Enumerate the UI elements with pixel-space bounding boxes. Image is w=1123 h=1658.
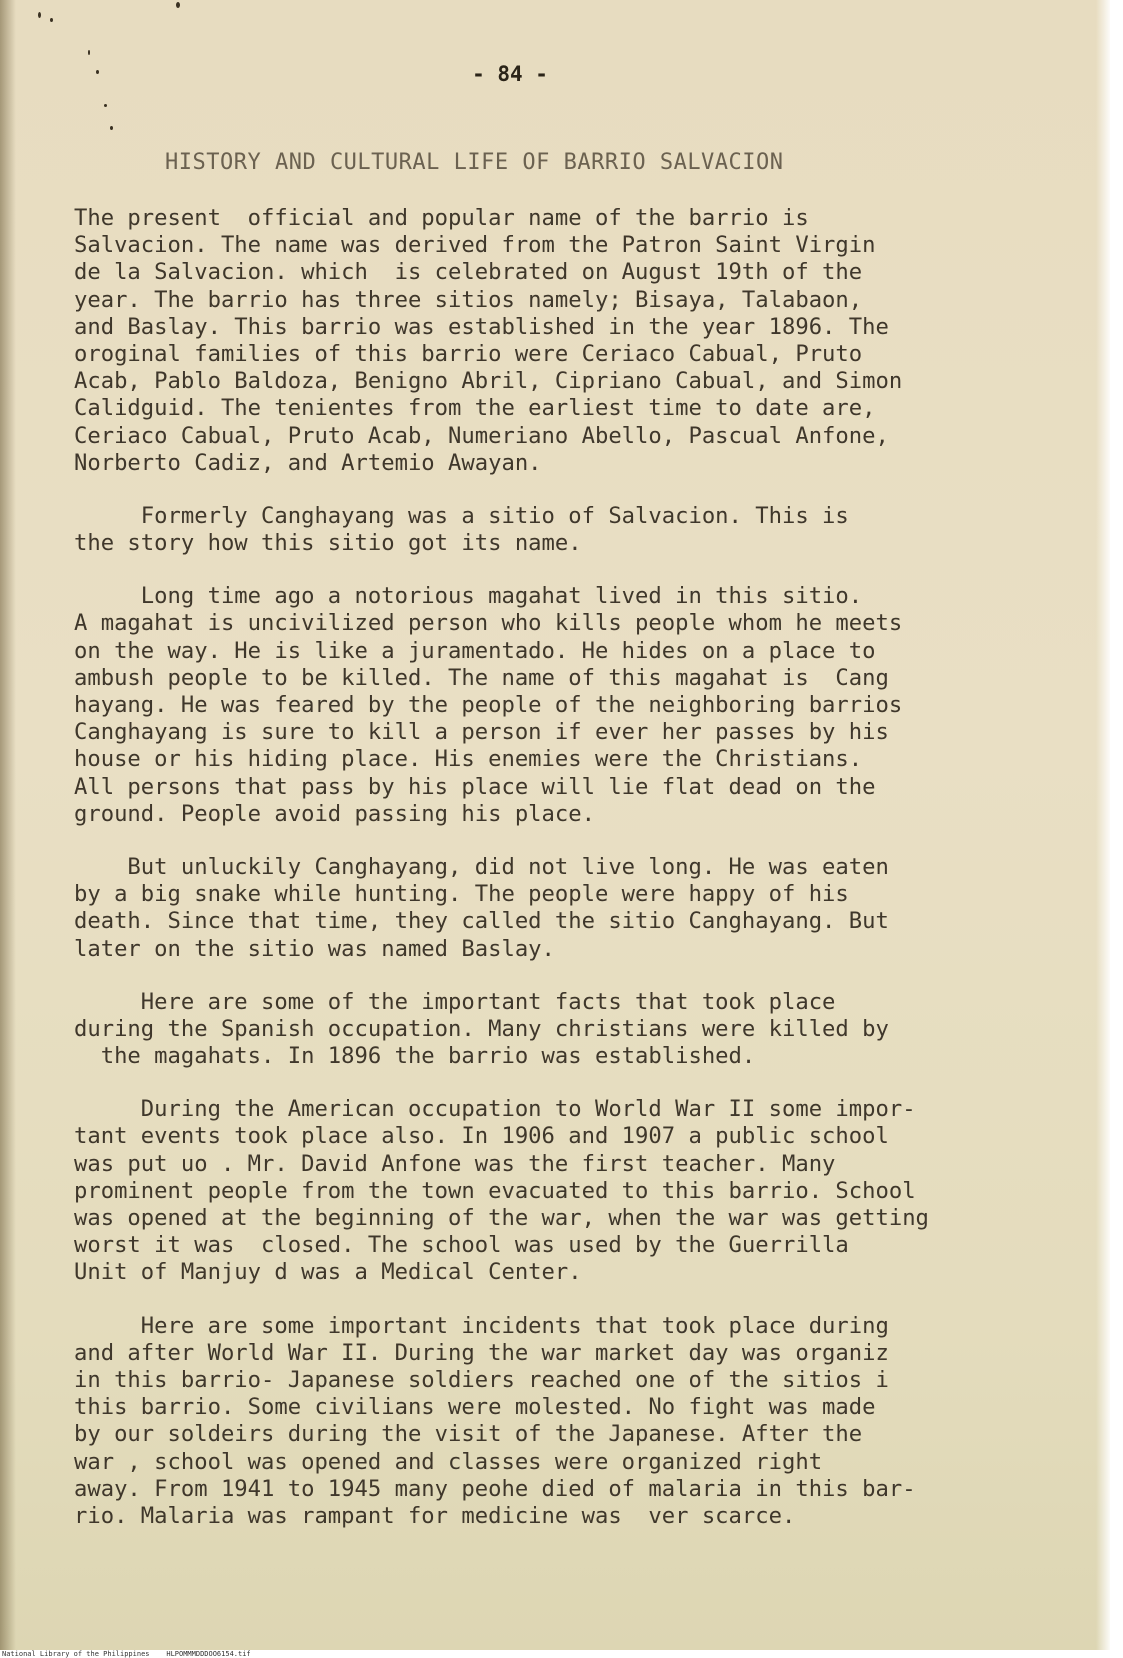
document-title: HISTORY AND CULTURAL LIFE OF BARRIO SALVACION <box>165 150 784 175</box>
text-line: tant events took place also. In 1906 and 1907 a public school <box>74 1123 889 1150</box>
text-line: house or his hiding place. His enemies were the Christians. <box>74 746 863 773</box>
text-line: Long time ago a notorious magahat lived in this sitio. <box>74 583 863 610</box>
text-line: by a big snake while hunting. The people were happy of his <box>74 881 849 908</box>
paragraph-magahat <box>74 583 1074 828</box>
ink-speck <box>38 12 41 18</box>
text-line: the magahats. In 1896 the barrio was established. <box>74 1043 756 1070</box>
text-line: But unluckily Canghayang, did not live long. He was eaten <box>74 853 889 880</box>
binding-shadow <box>0 0 16 1650</box>
text-line: worst it was closed. The school was used by the Guerrilla <box>74 1232 849 1259</box>
text-line: Acab, Pablo Baldoza, Benigno Abril, Cipriano Cabual, and Simon <box>74 368 903 395</box>
page-edge <box>1096 0 1110 1650</box>
text-line: All persons that pass by his place will lie flat dead on the <box>74 773 876 800</box>
text-line: rio. Malaria was rampant for medicine was ver scarce. <box>74 1502 796 1529</box>
text-line: oroginal families of this barrio were Ceriaco Cabual, Pruto <box>74 340 863 367</box>
text-line: the story how this sitio got its name. <box>74 530 582 557</box>
text-line: Unit of Manjuy d was a Medical Center. <box>74 1259 582 1286</box>
text-line: by our soldeirs during the visit of the Japanese. After the <box>74 1421 863 1448</box>
text-line: and after World War II. During the war market day was organiz <box>74 1339 889 1366</box>
text-line: During the American occupation to World War II some impor- <box>74 1096 916 1123</box>
text-line: away. From 1941 to 1945 many peohe died of malaria in this bar- <box>74 1475 916 1502</box>
text-line: this barrio. Some civilians were molested. No fight was made <box>74 1394 876 1421</box>
text-line: on the way. He is like a juramentado. He hides on a place to <box>74 637 876 664</box>
text-line: Formerly Canghayang was a sitio of Salvacion. This is <box>74 502 849 529</box>
paragraph-spanish-occupation <box>74 989 1074 1071</box>
text-line: was opened at the beginning of the war, when the war was getting <box>74 1205 929 1231</box>
text-line: Here are some important incidents that took place during <box>74 1312 889 1339</box>
text-line: A magahat is uncivilized person who kills people whom he meets <box>74 610 903 637</box>
paragraph-snake <box>74 854 1074 963</box>
ink-speck <box>104 104 107 107</box>
ink-speck <box>110 126 113 130</box>
text-line: and Baslay. This barrio was established in the year 1896. The <box>74 313 889 340</box>
text-line: Canghayang is sure to kill a person if ever her passes by his <box>74 719 889 746</box>
text-line: Ceriaco Cabual, Pruto Acab, Numeriano Abello, Pascual Anfone, <box>74 422 889 449</box>
text-line: later on the sitio was named Baslay. <box>74 935 555 962</box>
text-line: in this barrio- Japanese soldiers reached one of the sitios i <box>74 1366 889 1393</box>
text-line: Here are some of the important facts that took place <box>74 988 836 1015</box>
paragraph-canghayang-intro <box>74 503 1074 557</box>
text-line: was put uo . Mr. David Anfone was the first teacher. Many <box>74 1150 836 1177</box>
archive-footer: National Library of the Philippines HLPOMMMDDDOO6154.tif <box>2 1650 251 1658</box>
text-line: Calidguid. The tenientes from the earliest time to date are, <box>74 395 876 422</box>
text-line: death. Since that time, they called the sitio Canghayang. But <box>74 908 889 935</box>
ink-speck <box>88 50 90 55</box>
text-line: The present official and popular name of the barrio is <box>74 205 809 231</box>
ink-speck <box>50 18 53 22</box>
paragraph-origin <box>74 205 1074 477</box>
body-text <box>74 205 1074 1556</box>
text-line: Salvacion. The name was derived from the Patron Saint Virgin <box>74 232 876 259</box>
ink-speck <box>176 2 180 8</box>
paragraph-world-war-ii <box>74 1313 1074 1531</box>
text-line: prominent people from the town evacuated to this barrio. School <box>74 1177 916 1204</box>
text-line: during the Spanish occupation. Many christians were killed by <box>74 1015 889 1042</box>
paragraph-american-occupation <box>74 1096 1074 1286</box>
text-line: war , school was opened and classes were organized right <box>74 1448 823 1475</box>
text-line: Norberto Cadiz, and Artemio Awayan. <box>74 449 542 476</box>
text-line: de la Salvacion. which is celebrated on August 19th of the <box>74 259 863 286</box>
text-line: ground. People avoid passing his place. <box>74 800 595 827</box>
text-line: ambush people to be killed. The name of this magahat is Cang <box>74 664 889 691</box>
page-number: - 84 - <box>472 62 548 86</box>
text-line: year. The barrio has three sitios namely; Bisaya, Talabaon, <box>74 286 863 313</box>
text-line: hayang. He was feared by the people of the neighboring barrios <box>74 692 903 718</box>
